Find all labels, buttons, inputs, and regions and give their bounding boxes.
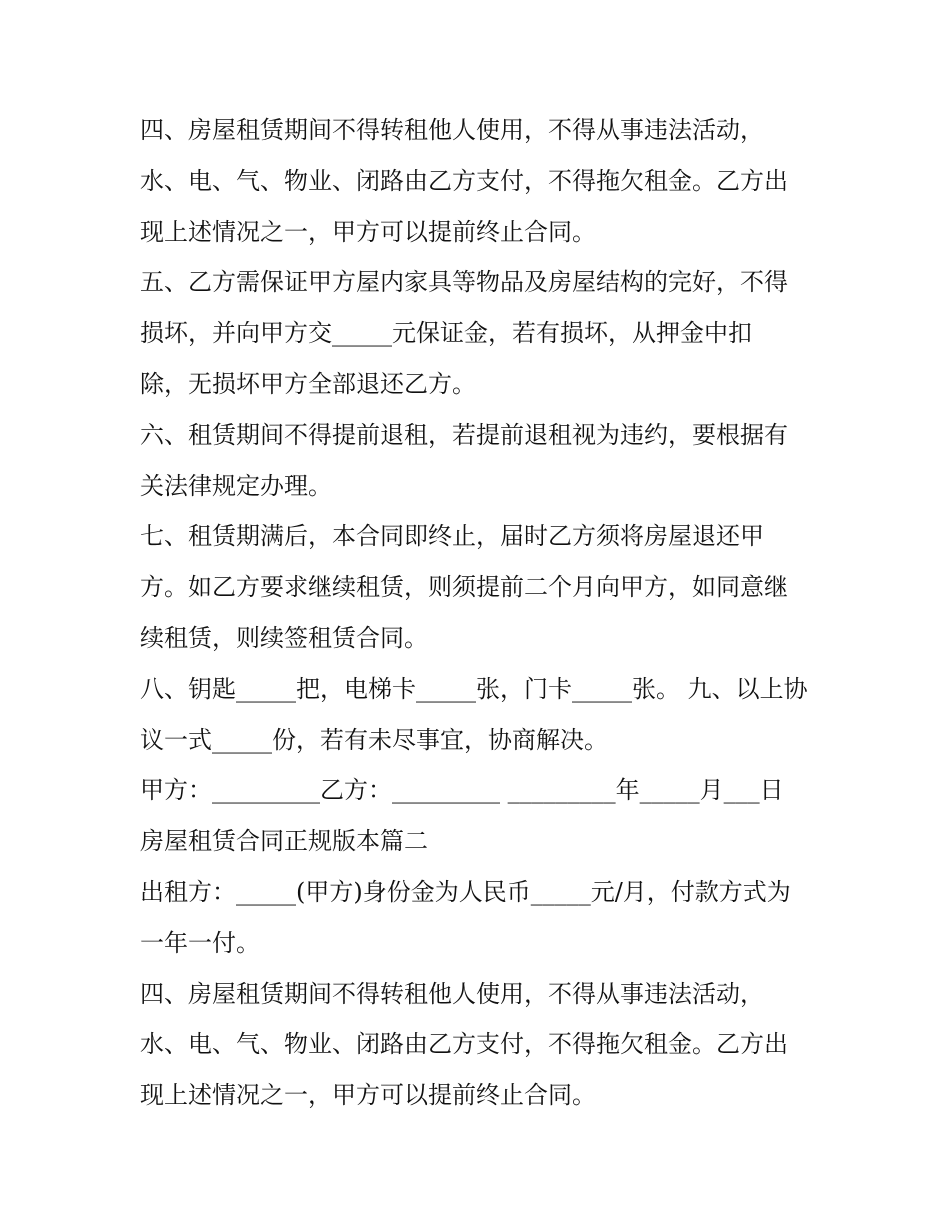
text-line: 损坏，并向甲方交_____元保证金，若有损坏，从押金中扣	[140, 319, 752, 348]
text-line: 水、电、气、物业、闭路由乙方支付，不得拖欠租金。乙方出	[140, 1030, 788, 1059]
text-line: 续租赁，则续签租赁合同。	[140, 623, 428, 652]
text-line: 一年一付。	[140, 928, 260, 957]
text-line-clause-5: 五、乙方需保证甲方屋内家具等物品及房屋结构的完好，不得	[140, 268, 788, 297]
text-line: 现上述情况之一，甲方可以提前终止合同。	[140, 217, 596, 246]
text-line: 水、电、气、物业、闭路由乙方支付，不得拖欠租金。乙方出	[140, 166, 788, 195]
document-body	[140, 105, 820, 1121]
text-line-clause-7: 七、租赁期满后，本合同即终止，届时乙方须将房屋退还甲	[140, 522, 764, 551]
section-heading: 房屋租赁合同正规版本篇二	[140, 827, 428, 856]
signature-line: 甲方：_________乙方：_________ _________年_____月___日	[140, 776, 784, 805]
text-line-clause-4: 四、房屋租赁期间不得转租他人使用，不得从事违法活动，	[140, 116, 764, 144]
text-line: 除，无损坏甲方全部退还乙方。	[140, 369, 476, 398]
text-line-clause-8: 八、钥匙_____把，电梯卡_____张，门卡_____张。 九、以上协	[140, 674, 808, 703]
text-line: 方。如乙方要求继续租赁，则须提前二个月向甲方，如同意继	[140, 573, 788, 602]
text-line-clause-6: 六、租赁期间不得提前退租，若提前退租视为违约，要根据有	[140, 420, 788, 449]
text-line: 议一式_____份，若有未尽事宜，协商解决。	[140, 725, 608, 754]
text-line: 关法律规定办理。	[140, 471, 332, 500]
text-line: 现上述情况之一，甲方可以提前终止合同。	[140, 1081, 596, 1110]
text-line-lessor: 出租方：_____(甲方)身份金为人民币_____元/月，付款方式为	[140, 877, 791, 906]
text-line-clause-4: 四、房屋租赁期间不得转租他人使用，不得从事违法活动，	[140, 979, 764, 1008]
